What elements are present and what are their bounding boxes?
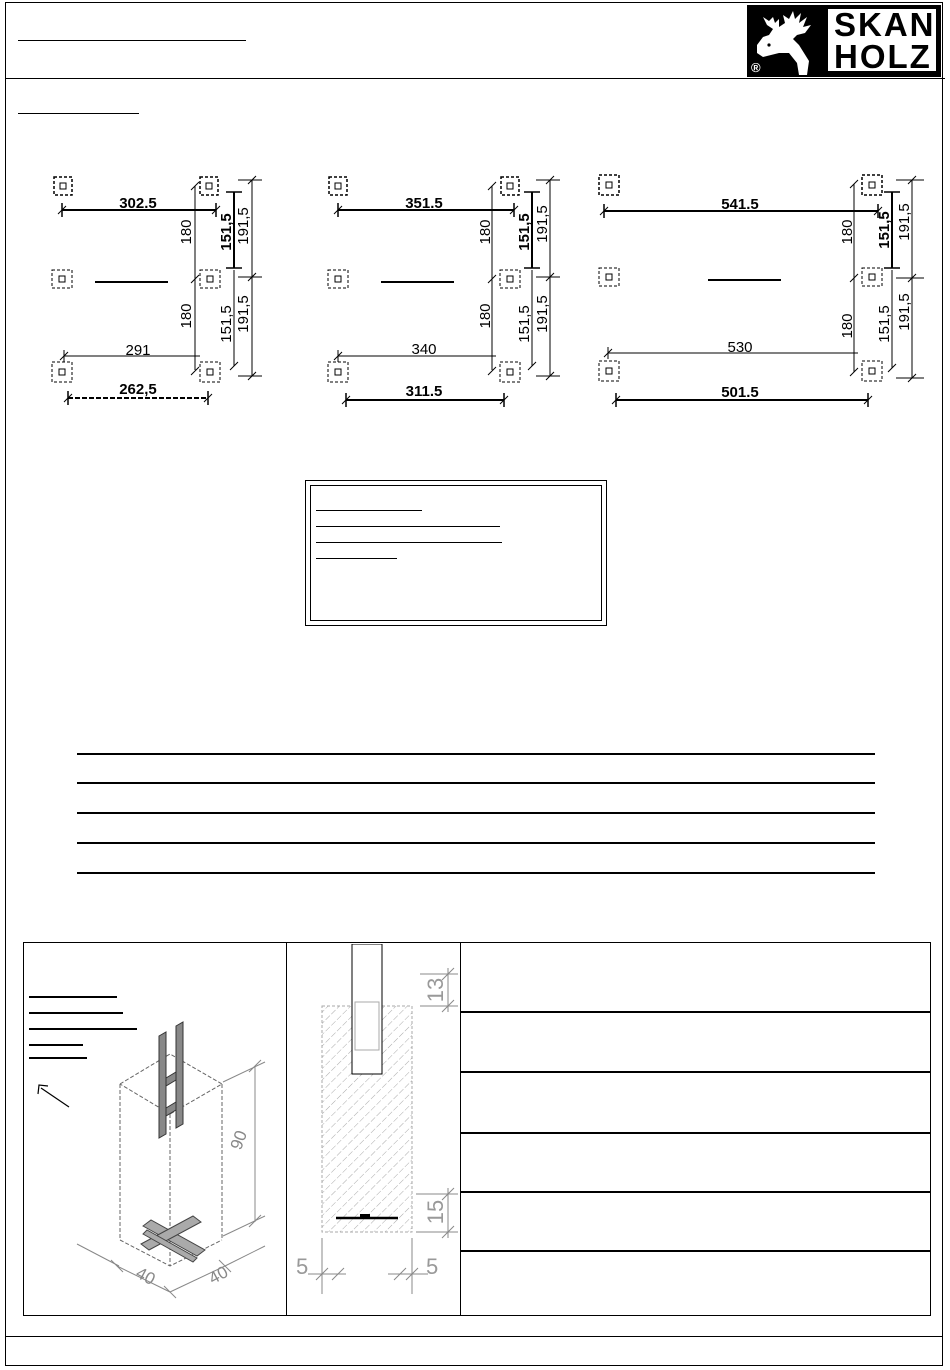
subtitle-placeholder-line [18, 113, 139, 114]
dim-r3: 151,5 [516, 305, 533, 343]
dim-top-gap: 13 [423, 977, 448, 1003]
post-marker-top-left [54, 177, 72, 195]
plan-view-1 [40, 170, 270, 410]
spec-row-line-4 [461, 1191, 931, 1193]
post-marker-mid-right [200, 270, 220, 288]
plan-view-3 [590, 168, 930, 412]
spec-row-line-5 [461, 1250, 931, 1252]
post-marker-mid-left [328, 270, 348, 288]
post-anchor-isometric [25, 944, 285, 1314]
post-marker-bottom-left [599, 361, 619, 381]
notes-box [305, 480, 607, 626]
dim-r2: 191,5 [896, 203, 913, 241]
brand-line-2: HOLZ [834, 38, 932, 75]
dim-top-width: 302.5 [119, 195, 157, 212]
title-placeholder-line [18, 40, 246, 41]
dim-h2: 180 [178, 303, 195, 329]
dim-bottom-width: 501.5 [721, 384, 759, 401]
registered-mark: ® [751, 60, 761, 75]
post-marker-mid-right [500, 270, 520, 288]
base-weld [360, 1214, 370, 1218]
post-marker-mid-right-core [869, 274, 875, 280]
post-marker-bottom-right [862, 361, 882, 381]
notes-line-1 [316, 510, 422, 511]
table-line-2 [77, 782, 875, 784]
dim-width-b: 40 [205, 1262, 232, 1288]
notes-line-2 [316, 526, 500, 527]
skanholz-logo [747, 5, 941, 77]
post-marker-top-left [329, 177, 347, 195]
post-marker-bottom-right-core [507, 369, 513, 375]
brand-line-1: SKAN [834, 6, 936, 43]
post-marker-mid-left-core [606, 274, 612, 280]
dim-r3: 151,5 [218, 305, 235, 343]
anchor-cross-base [141, 1216, 205, 1262]
dim-r1: 151,5 [876, 211, 893, 249]
dim-r1: 151,5 [218, 213, 235, 251]
post-marker-top-right [200, 177, 218, 195]
plan-view-2 [316, 170, 566, 410]
dim-width-a: 40 [132, 1263, 159, 1289]
dim-inner-width: 340 [411, 341, 437, 358]
post-marker-top-left-core [606, 182, 612, 188]
post-marker-top-right-core [507, 183, 513, 189]
post-marker-mid-right-core [207, 276, 213, 282]
dim-r4: 191,5 [235, 295, 252, 333]
dim-side-left: 5 [296, 1254, 309, 1279]
spec-row-line-1 [461, 1011, 931, 1013]
detail-divider-2 [460, 942, 461, 1316]
dim-h1: 180 [178, 219, 195, 245]
dim-depth: 90 [226, 1127, 251, 1153]
table-line-5 [77, 872, 875, 874]
post-marker-bottom-right [500, 362, 520, 382]
notes-box-inner [310, 485, 602, 621]
table-line-1 [77, 753, 875, 755]
post-marker-mid-left [52, 270, 72, 288]
post-marker-bottom-left-core [606, 368, 612, 374]
post-marker-top-left-core [335, 183, 341, 189]
dim-r4: 191,5 [534, 295, 551, 333]
post-marker-bottom-right-core [869, 368, 875, 374]
dim-r4: 191,5 [896, 293, 913, 331]
dim-bottom-width: 262,5 [119, 381, 157, 398]
table-line-3 [77, 812, 875, 814]
dim-top-width: 541.5 [721, 196, 759, 213]
dim-bottom-gap: 15 [423, 1199, 448, 1225]
post-marker-mid-left-core [59, 276, 65, 282]
post-marker-mid-right-core [507, 276, 513, 282]
post-marker-mid-left [599, 268, 619, 286]
post-marker-mid-left-core [335, 276, 341, 282]
foundation-section [288, 944, 460, 1314]
dimension-lines-iso [77, 1060, 265, 1298]
footer-divider [5, 1336, 943, 1337]
post-marker-top-right [501, 177, 519, 195]
post-marker-bottom-left [52, 362, 72, 382]
dim-r2: 191,5 [534, 205, 551, 243]
post-marker-bottom-right-core [207, 369, 213, 375]
dim-inner-width: 530 [727, 339, 753, 356]
post-marker-bottom-left-core [335, 369, 341, 375]
north-arrow-icon [38, 1085, 69, 1107]
detail-divider-1 [286, 942, 287, 1316]
post-marker-bottom-left [328, 362, 348, 382]
dim-r3: 151,5 [876, 305, 893, 343]
spec-row-line-2 [461, 1071, 931, 1073]
post-marker-mid-right [862, 268, 882, 286]
table-line-4 [77, 842, 875, 844]
post-marker-top-right-core [206, 183, 212, 189]
post-marker-top-left [599, 175, 619, 195]
anchor-plate [355, 1002, 379, 1050]
dim-h1: 180 [477, 219, 494, 245]
dim-side-right: 5 [426, 1254, 439, 1279]
post-marker-top-right-core [869, 182, 875, 188]
post-marker-bottom-right [200, 362, 220, 382]
dim-r1: 151,5 [516, 213, 533, 251]
dim-bottom-width: 311.5 [405, 383, 443, 400]
dim-h2: 180 [839, 313, 856, 339]
post-marker-bottom-left-core [59, 369, 65, 375]
dim-top-width: 351.5 [405, 195, 443, 212]
notes-line-3 [316, 542, 502, 543]
dim-r2: 191,5 [235, 207, 252, 245]
spec-row-line-3 [461, 1132, 931, 1134]
dim-h1: 180 [839, 219, 856, 245]
notes-line-4 [316, 558, 397, 559]
dim-inner-width: 291 [125, 342, 151, 359]
dim-h2: 180 [477, 303, 494, 329]
post-anchor-bracket [159, 1022, 183, 1138]
header-divider [5, 78, 945, 79]
post-marker-top-left-core [60, 183, 66, 189]
post-marker-top-right [862, 175, 882, 195]
